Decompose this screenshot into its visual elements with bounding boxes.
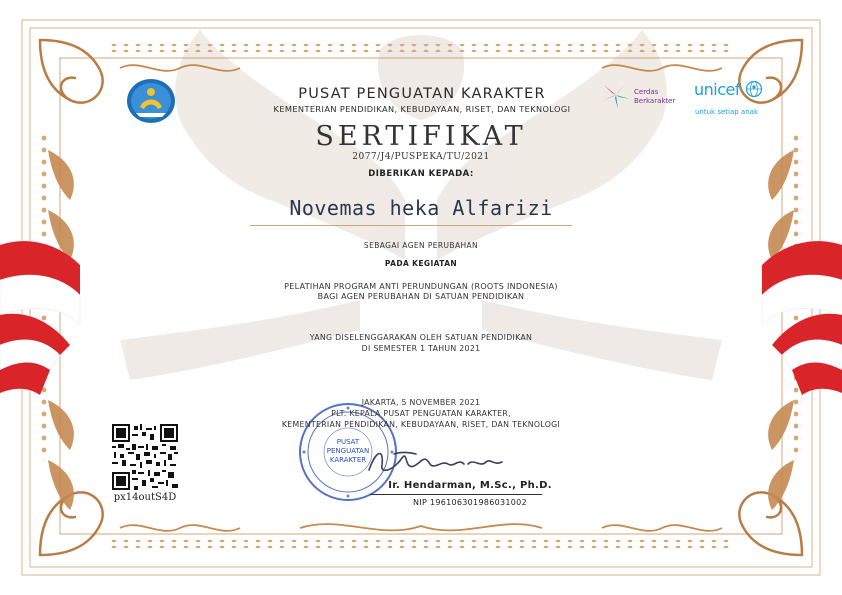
signer-role: PLT. KEPALA PUSAT PENGUATAN KARAKTER, [331,409,511,418]
qr-code-text: px14outS4D [113,492,177,503]
institution-title: PUSAT PENGUATAN KARAKTER [298,86,546,102]
handwritten-signature [364,440,514,480]
qr-code [112,424,178,490]
kemdikbud-logo-icon [122,77,180,125]
activity-line-1: PELATIHAN PROGRAM ANTI PERUNDUNGAN (ROOTS INDONESIA) [284,282,558,291]
unicef-globe-icon [745,80,763,98]
name-underline [250,225,572,226]
stamp-text-line3: KARAKTER [329,456,367,464]
organized-line-1: YANG DISELENGGARAKAN OLEH SATUAN PENDIDIKAN [309,333,533,342]
organized-line-2: DI SEMESTER 1 TAHUN 2021 [361,344,481,353]
right-flag-ribbon [752,235,842,405]
cerdas-label-line2: Berkarakter [634,97,676,105]
unicef-tagline: untuk setiap anak [695,108,759,116]
given-to-label: DIBERIKAN KEPADA: [368,169,474,179]
as-agent-text: SEBAGAI AGEN PERUBAHAN [363,241,479,250]
cerdas-label-line1: Cerdas [634,88,659,96]
left-flag-ribbon [0,235,90,405]
ministry-subtitle: KEMENTERIAN PENDIDIKAN, KEBUDAYAAN, RISET, DAN TEKNOLOGI [273,104,571,114]
signer-name: Ir. Hendarman, M.Sc., Ph.D. [388,480,552,491]
stamp-text-line2: PENGUATAN [326,447,370,455]
signer-underline [370,494,542,495]
stamp-text-line1: PUSAT [336,438,360,446]
certificate-number: 2077/J4/PUSPEKA/TU/2021 [352,152,490,162]
certificate-title: SERTIFIKAT [315,121,527,152]
unicef-wordmark: unicef [694,80,740,99]
sign-place-date: JAKARTA, 5 NOVEMBER 2021 [361,398,481,407]
recipient-name: Novemas heka Alfarizi [289,196,553,220]
activity-line-2: BAGI AGEN PERUBAHAN DI SATUAN PENDIDIKAN [317,292,525,301]
signer-ministry: KEMENTERIAN PENDIDIKAN, KEBUDAYAAN, RISET, DAN TEKNOLOGI [281,420,561,429]
in-activity-label: PADA KEGIATAN [384,259,458,268]
signer-nip: NIP 196106301986031002 [413,498,527,507]
